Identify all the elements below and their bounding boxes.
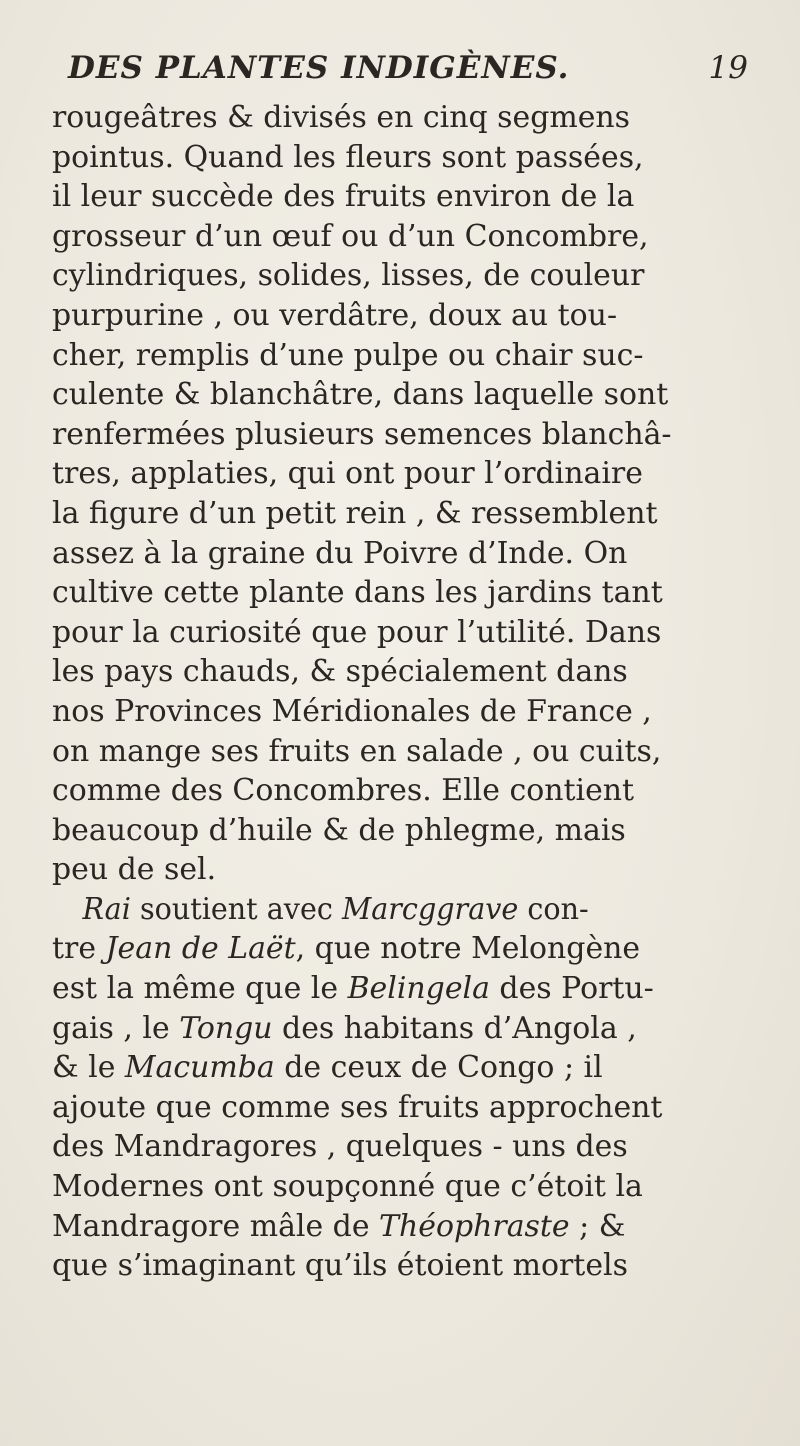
text-line: [52, 1048, 770, 1088]
line-text: est la même que le: [52, 971, 348, 1007]
text-line: [52, 811, 770, 851]
body-text: [52, 98, 772, 1286]
line-text: purpurine , ou verdâtre, doux au tou-: [52, 297, 618, 333]
line-text: comme des Concombres. Elle contient: [52, 773, 635, 809]
text-line: [52, 1207, 770, 1247]
text-line: [52, 138, 770, 178]
line-text: pour la curiosité que pour l’utilité. Dans: [52, 614, 662, 650]
line-text: beaucoup d’huile & de phlegme, mais: [52, 812, 626, 848]
text-line: [52, 771, 770, 811]
italic-name: Jean de Laët: [105, 931, 296, 967]
line-text: , que notre Melongène: [295, 931, 641, 967]
line-text: la figure d’un petit rein , & ressemblent: [52, 495, 658, 531]
text-line: [52, 652, 770, 692]
text-line: [52, 296, 770, 336]
line-text: peu de sel.: [52, 852, 217, 888]
line-text: & le: [52, 1050, 125, 1086]
text-line: [52, 1167, 770, 1207]
line-text: des Mandragores , quelques - uns des: [52, 1129, 628, 1165]
text-line: [52, 1088, 770, 1128]
italic-name: Marcggrave: [341, 891, 519, 927]
text-line: [52, 415, 770, 455]
line-text: pointus. Quand les fleurs sont passées,: [52, 139, 644, 175]
text-line: [52, 732, 770, 772]
line-text: des Portu-: [489, 971, 654, 1007]
line-text: gais , le: [52, 1010, 180, 1046]
italic-name: Macumba: [124, 1050, 275, 1086]
text-line: [52, 454, 770, 494]
line-text: culente & blanchâtre, dans laquelle sont: [52, 377, 669, 413]
text-line: [52, 256, 770, 296]
line-text: des habitans d’Angola ,: [272, 1010, 637, 1046]
text-line: [52, 375, 770, 415]
text-line: [52, 1009, 770, 1049]
text-line: [52, 692, 770, 732]
line-text: assez à la graine du Poivre d’Inde. On: [52, 535, 628, 571]
line-text: cher, remplis d’une pulpe ou chair suc-: [52, 337, 644, 373]
line-text: cylindriques, solides, lisses, de couleur: [52, 258, 645, 294]
line-text: les pays chauds, & spécialement dans: [52, 654, 628, 690]
line-text: de ceux de Congo ; il: [274, 1050, 603, 1086]
line-text: soutient avec: [130, 891, 342, 927]
line-text: con-: [518, 891, 589, 927]
line-text: rougeâtres & divisés en cinq segmens: [52, 100, 631, 135]
text-line: [52, 890, 738, 930]
italic-name: Tongu: [179, 1010, 273, 1046]
line-text: ; &: [569, 1208, 626, 1244]
text-line: [52, 929, 770, 969]
text-line: [52, 850, 770, 890]
line-text: cultive cette plante dans les jardins tant: [52, 575, 663, 611]
line-text: tre: [52, 931, 106, 967]
text-line: [52, 177, 770, 217]
italic-name: Belingela: [347, 971, 490, 1007]
text-line: [52, 1127, 770, 1167]
text-line: [52, 534, 770, 574]
running-head: [68, 50, 748, 94]
line-text: il leur succède des fruits environ de la: [52, 179, 635, 215]
line-text: nos Provinces Méridionales de France ,: [52, 693, 652, 729]
text-line: [52, 1246, 770, 1286]
text-line: [52, 613, 770, 653]
page-number: 19: [708, 50, 748, 86]
line-text: renfermées plusieurs semences blanchâ-: [52, 416, 672, 452]
line-text: que s’imaginant qu’ils étoient mortels: [52, 1248, 628, 1284]
line-text: Mandragore mâle de: [52, 1208, 380, 1244]
text-line: [52, 98, 770, 138]
running-head-title: DES PLANTES INDIGÈNES.: [68, 50, 570, 86]
text-line: [52, 969, 770, 1009]
line-text: grosseur d’un œuf ou d’un Concombre,: [52, 218, 649, 254]
text-line: [52, 336, 770, 376]
line-text: on mange ses fruits en salade , ou cuits,: [52, 733, 662, 769]
italic-name: Théophraste: [379, 1208, 570, 1244]
line-text: Modernes ont soupçonné que c’étoit la: [52, 1169, 643, 1205]
text-line: [52, 573, 770, 613]
italic-name: Rai: [82, 891, 131, 927]
text-line: [52, 217, 770, 257]
text-line: [52, 494, 770, 534]
line-text: ajoute que comme ses fruits approchent: [52, 1089, 663, 1125]
line-text: tres, applaties, qui ont pour l’ordinaire: [52, 456, 643, 492]
